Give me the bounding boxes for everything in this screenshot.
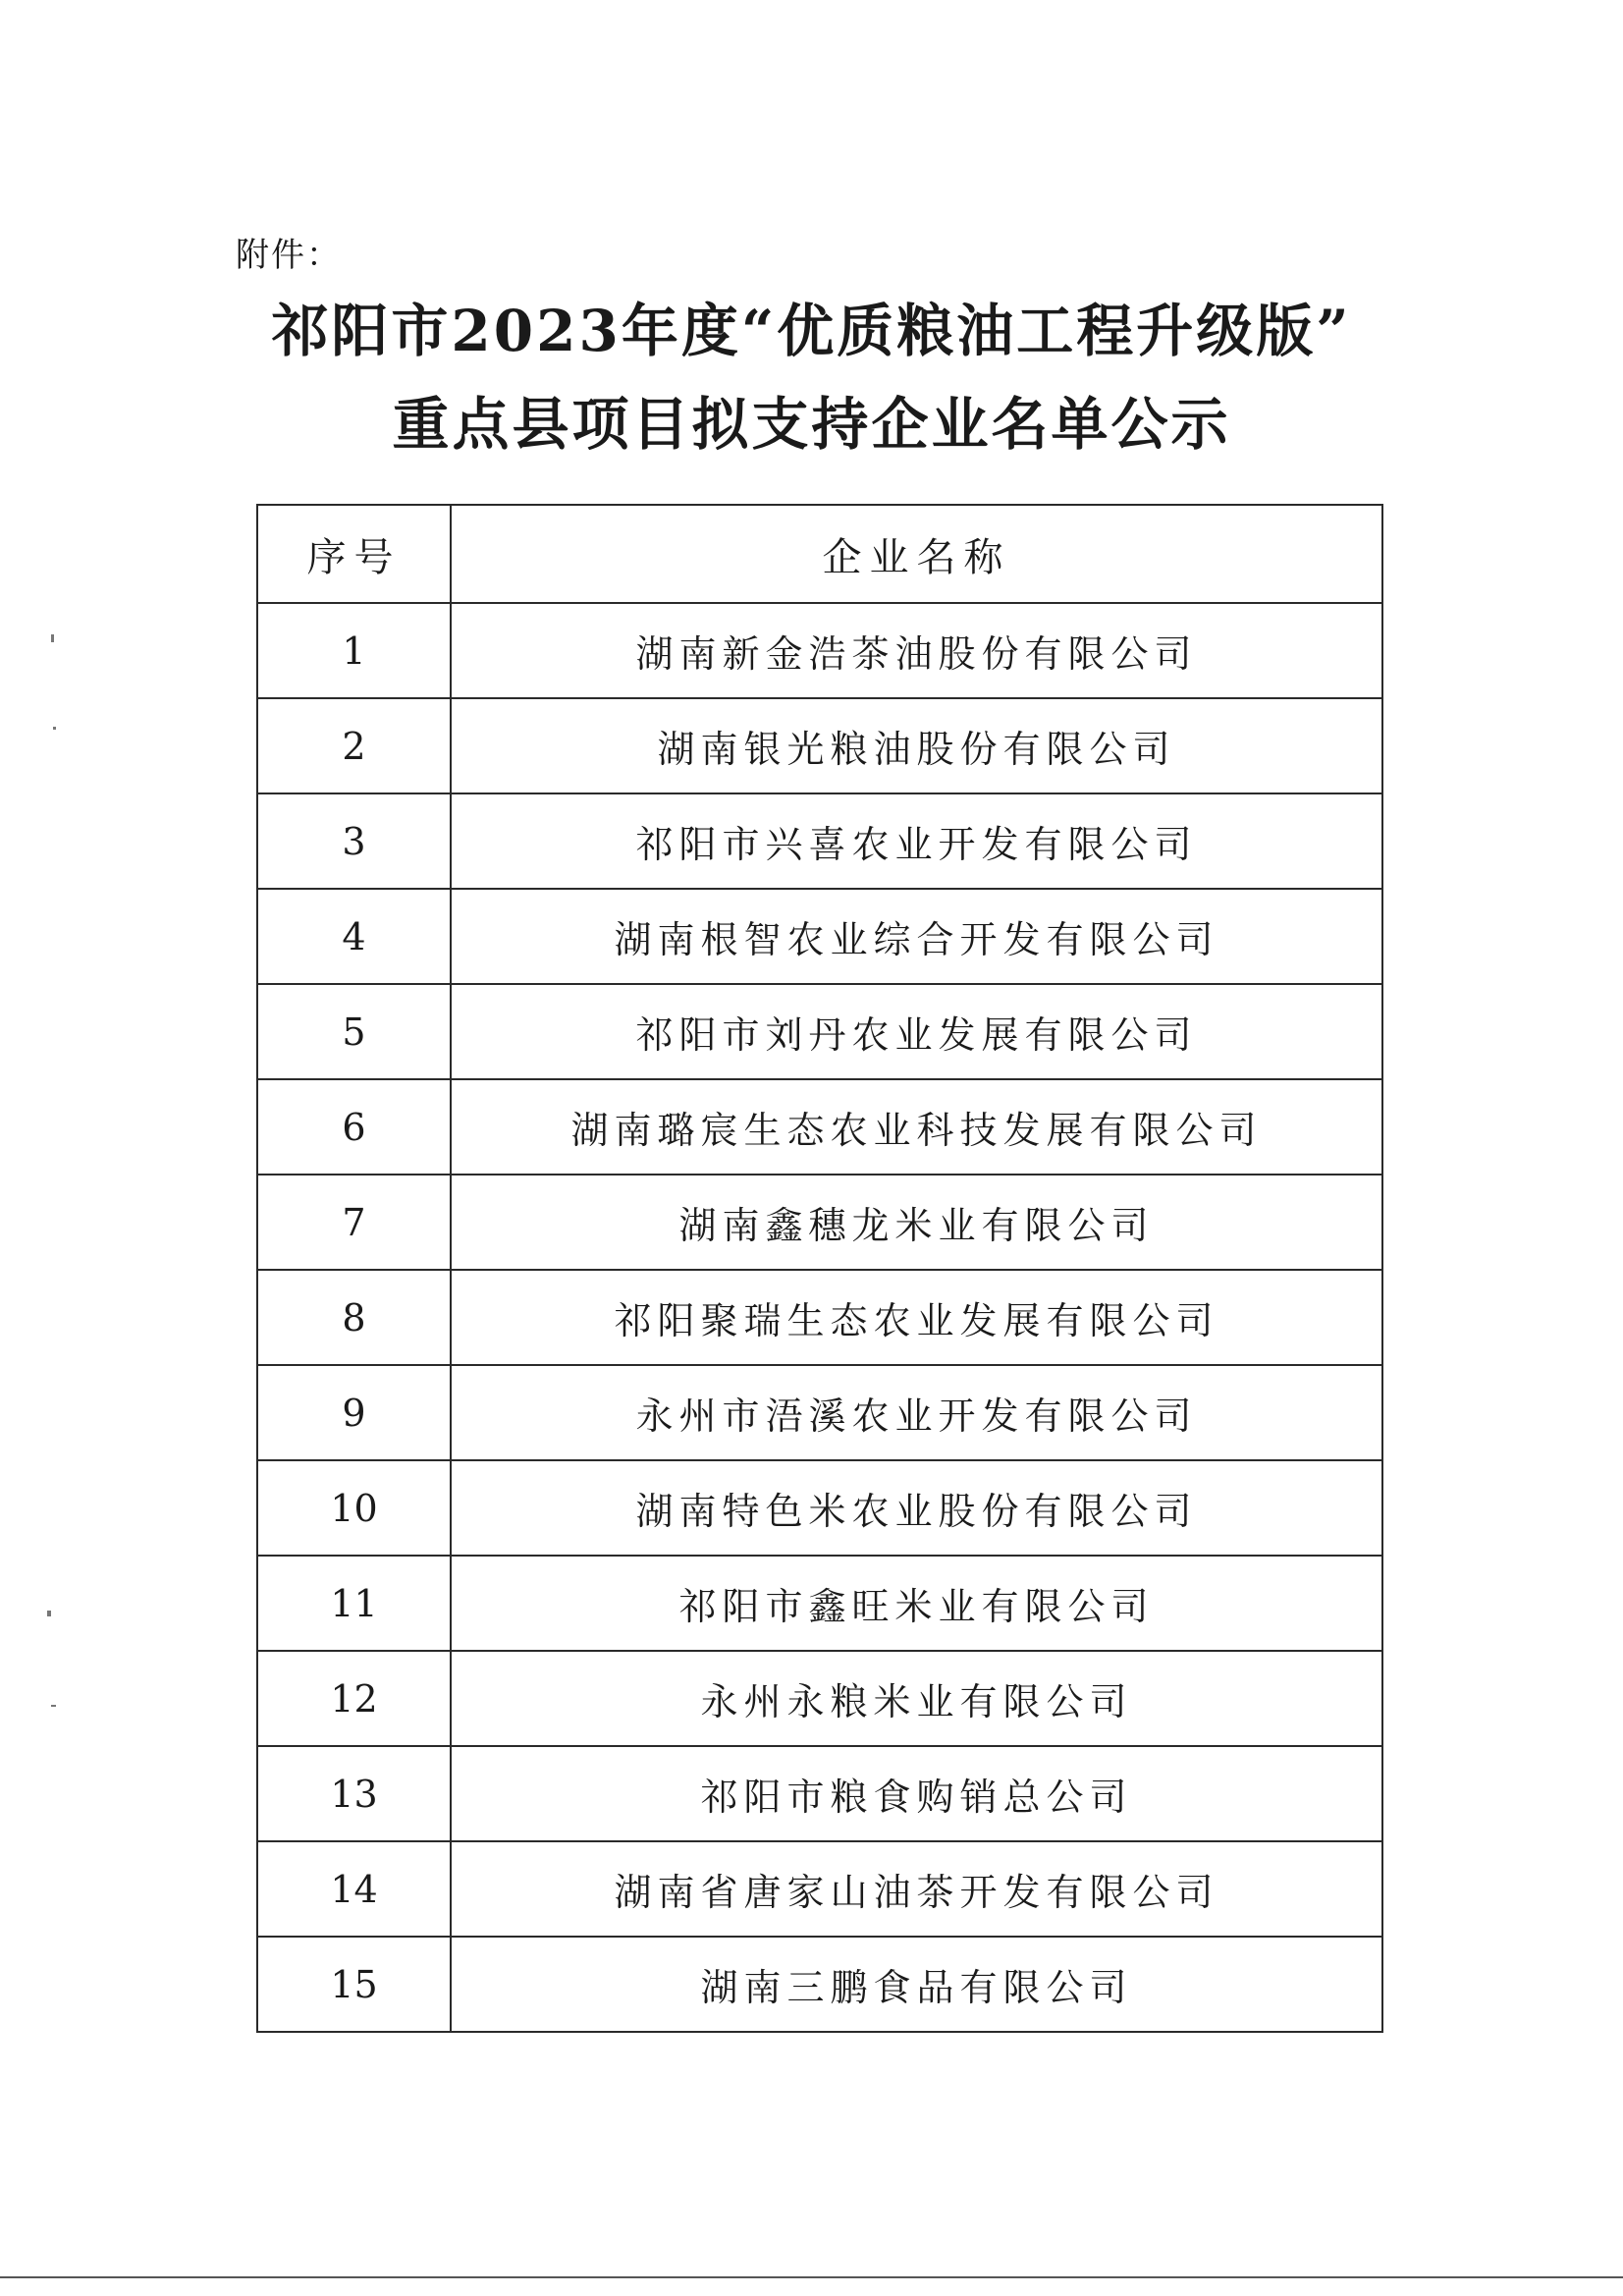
table-header-row <box>257 505 1382 603</box>
company-name-cell: 祁阳市鑫旺米业有限公司 <box>451 1556 1382 1651</box>
page-bottom-edge <box>0 2276 1623 2278</box>
serial-number-cell: 3 <box>257 793 451 889</box>
serial-number-cell: 11 <box>257 1556 451 1651</box>
serial-number-cell: 13 <box>257 1746 451 1841</box>
company-name-cell: 湖南特色米农业股份有限公司 <box>451 1460 1382 1556</box>
serial-number-cell: 1 <box>257 603 451 698</box>
company-name-cell: 湖南鑫穗龙米业有限公司 <box>451 1175 1382 1270</box>
header-serial-number: 序号 <box>257 505 451 603</box>
document-title-line1: 祁阳市2023年度“优质粮油工程升级版” <box>271 298 1352 364</box>
table-row <box>257 1651 1382 1746</box>
company-name-cell: 湖南省唐家山油茶开发有限公司 <box>451 1841 1382 1937</box>
attachment-label: 附件： <box>236 236 342 275</box>
table-row <box>257 698 1382 793</box>
scan-speck <box>51 1705 56 1707</box>
table-row <box>257 889 1382 984</box>
company-name-cell: 祁阳市粮食购销总公司 <box>451 1746 1382 1841</box>
company-name-cell: 祁阳市兴喜农业开发有限公司 <box>451 793 1382 889</box>
table-row <box>257 1365 1382 1460</box>
scan-speck <box>47 1611 51 1616</box>
serial-number-cell: 2 <box>257 698 451 793</box>
table-row <box>257 1175 1382 1270</box>
scan-speck <box>51 634 54 642</box>
serial-number-cell: 14 <box>257 1841 451 1937</box>
serial-number-cell: 15 <box>257 1937 451 2032</box>
header-company-name: 企业名称 <box>451 505 1382 603</box>
serial-number-cell: 5 <box>257 984 451 1079</box>
company-name-cell: 祁阳市刘丹农业发展有限公司 <box>451 984 1382 1079</box>
table-row <box>257 1556 1382 1651</box>
table-row <box>257 1270 1382 1365</box>
company-name-cell: 永州市浯溪农业开发有限公司 <box>451 1365 1382 1460</box>
serial-number-cell: 6 <box>257 1079 451 1175</box>
table-row <box>257 1460 1382 1556</box>
company-name-cell: 湖南银光粮油股份有限公司 <box>451 698 1382 793</box>
table-row <box>257 1937 1382 2032</box>
serial-number-cell: 9 <box>257 1365 451 1460</box>
table-row <box>257 603 1382 698</box>
scan-speck <box>53 727 56 730</box>
serial-number-cell: 7 <box>257 1175 451 1270</box>
serial-number-cell: 10 <box>257 1460 451 1556</box>
table-row <box>257 984 1382 1079</box>
company-name-cell: 湖南根智农业综合开发有限公司 <box>451 889 1382 984</box>
table-row <box>257 1079 1382 1175</box>
company-name-cell: 湖南三鹏食品有限公司 <box>451 1937 1382 2032</box>
serial-number-cell: 12 <box>257 1651 451 1746</box>
company-list-table <box>256 504 1383 2033</box>
table-row <box>257 793 1382 889</box>
document-title-line2: 重点县项目拟支持企业名单公示 <box>392 391 1231 458</box>
company-name-cell: 湖南新金浩茶油股份有限公司 <box>451 603 1382 698</box>
company-name-cell: 祁阳聚瑞生态农业发展有限公司 <box>451 1270 1382 1365</box>
serial-number-cell: 8 <box>257 1270 451 1365</box>
company-name-cell: 湖南璐宸生态农业科技发展有限公司 <box>451 1079 1382 1175</box>
table-row <box>257 1841 1382 1937</box>
table-row <box>257 1746 1382 1841</box>
company-name-cell: 永州永粮米业有限公司 <box>451 1651 1382 1746</box>
serial-number-cell: 4 <box>257 889 451 984</box>
